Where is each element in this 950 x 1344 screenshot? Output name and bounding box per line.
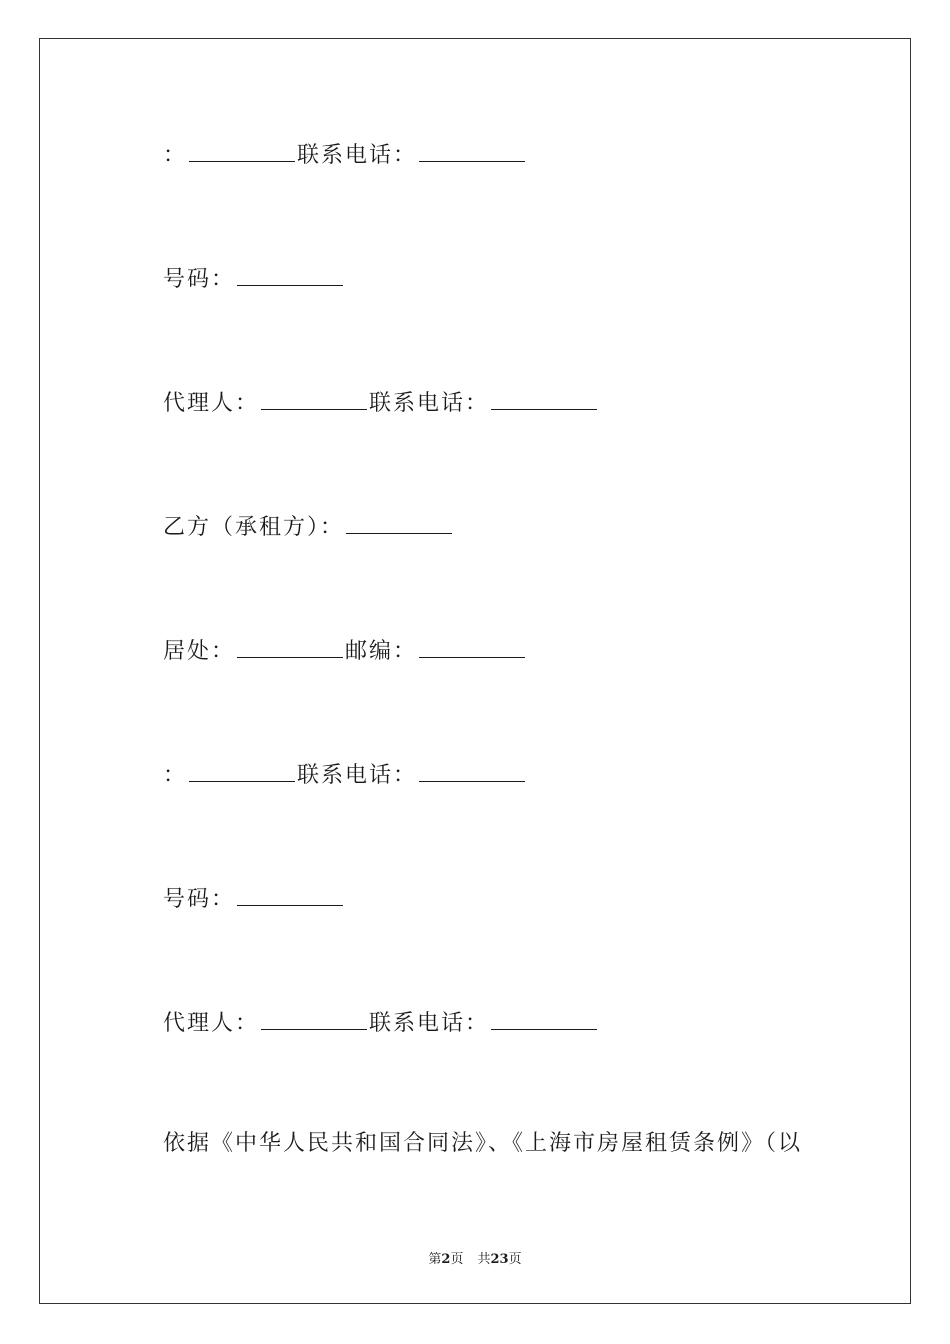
label: ：	[163, 143, 188, 168]
blank-field	[261, 1007, 367, 1030]
contact-line-2	[163, 759, 527, 791]
paragraph-text: 依据《中华人民共和国合同法》、《上海市房屋租赁条例》（以	[163, 1131, 803, 1156]
party-b-line	[163, 511, 454, 543]
blank-field	[419, 759, 525, 782]
page-footer	[0, 1248, 950, 1267]
blank-field	[189, 759, 295, 782]
blank-field	[346, 511, 452, 534]
label: 号码：	[163, 267, 236, 292]
label: 联系电话：	[369, 1011, 490, 1036]
label: 乙方（承租方）：	[163, 515, 345, 540]
agent-line-1	[163, 387, 599, 419]
label: 居处：	[163, 639, 236, 664]
blank-field	[237, 883, 343, 906]
blank-field	[491, 1007, 597, 1030]
label: 邮编：	[345, 639, 418, 664]
contact-line-1	[163, 139, 527, 171]
blank-field	[261, 387, 367, 410]
label: 代理人：	[163, 1011, 260, 1036]
id-number-line-1	[163, 263, 345, 295]
total-page-count: 23	[490, 1252, 509, 1267]
footer-prefix: 第	[428, 1252, 442, 1267]
blank-field	[491, 387, 597, 410]
blank-field	[237, 263, 343, 286]
current-page-number: 2	[441, 1252, 451, 1267]
label: 联系电话：	[297, 143, 418, 168]
footer-total-prefix: 共	[477, 1252, 491, 1267]
page-border	[39, 38, 911, 1304]
label: 代理人：	[163, 391, 260, 416]
legal-basis-paragraph	[163, 1129, 802, 1159]
agent-line-2	[163, 1007, 599, 1039]
blank-field	[189, 139, 295, 162]
label: ：	[163, 763, 188, 788]
label: 联系电话：	[297, 763, 418, 788]
blank-field	[419, 139, 525, 162]
label: 号码：	[163, 887, 236, 912]
blank-field	[419, 635, 525, 658]
label: 联系电话：	[369, 391, 490, 416]
blank-field	[237, 635, 343, 658]
footer-suffix: 页	[508, 1252, 522, 1267]
address-line	[163, 635, 527, 667]
id-number-line-2	[163, 883, 345, 915]
footer-page-unit: 页	[450, 1252, 464, 1267]
